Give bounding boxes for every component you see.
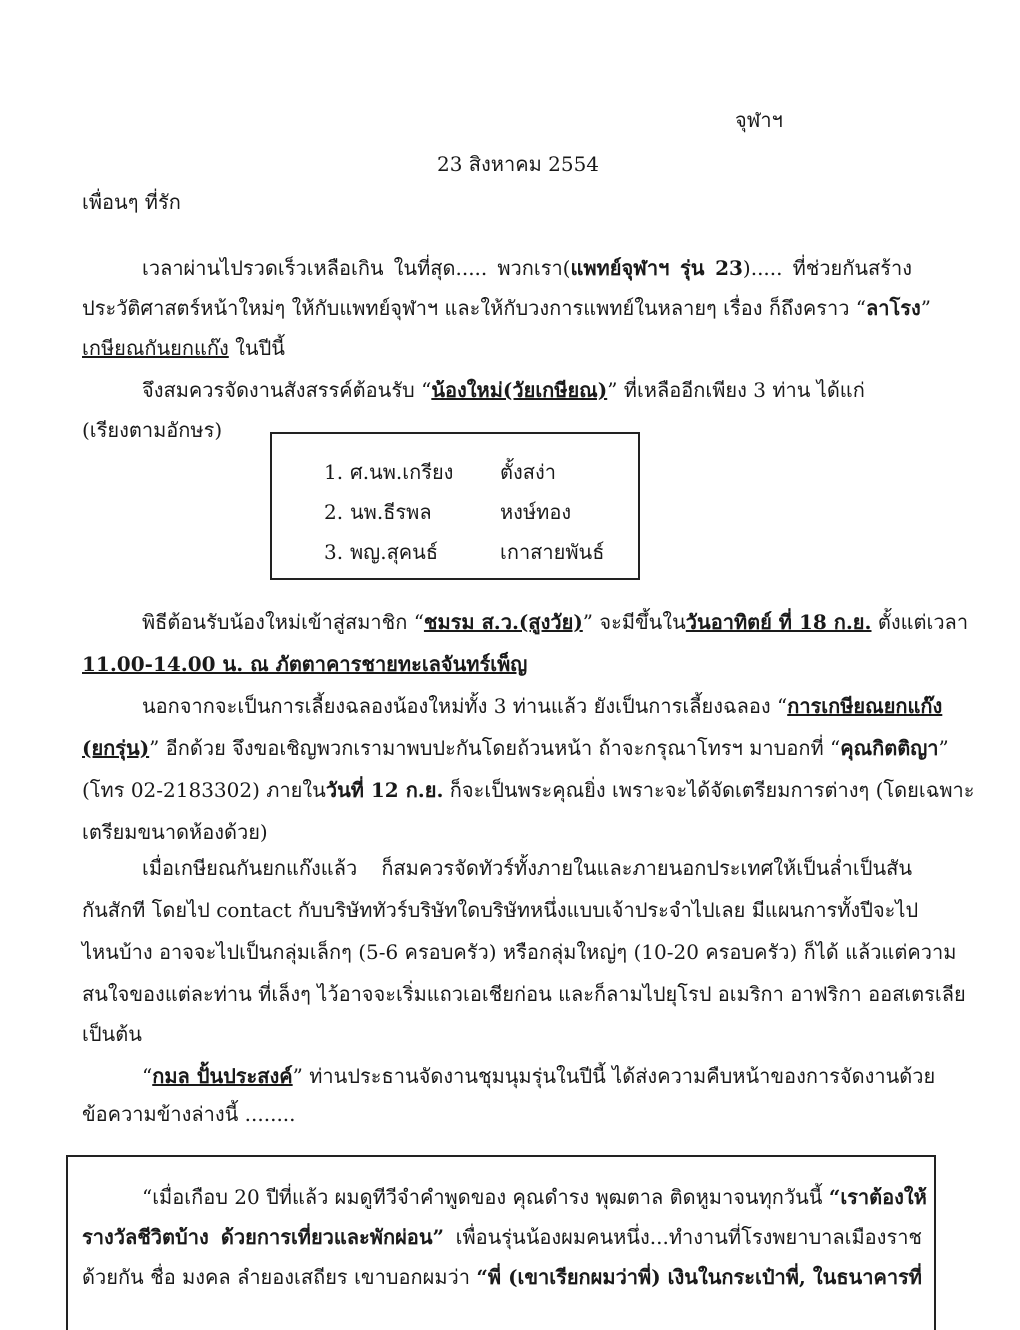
para6-line2: ข้อความข้างล่างนี้ ........ [82, 1102, 296, 1126]
text-segment: ตั้งแต่เวลา [871, 610, 969, 634]
retiree-name: ศ.นพ.เกรียง [350, 460, 454, 484]
salutation: เพื่อนๆ ที่รัก [82, 190, 181, 214]
text-segment: พิธีต้อนรับน้องใหม่เข้าสู่สมาชิก “ [142, 610, 424, 634]
para5-line3: ไหนบ้าง อาจจะไปเป็นกลุ่มเล็กๆ (5-6 ครอบครัว) หรือกลุ่มใหญ่ๆ (10-20 ครอบครัว) ก็ได้ แล้วแต่ความ [82, 940, 957, 964]
para2-line1 [142, 374, 912, 406]
letter-date: 23 สิงหาคม 2554 [437, 152, 600, 176]
quote-bold: รางวัลชีวิตบ้าง ด้วยการเที่ยวและพักผ่อน” [82, 1225, 444, 1249]
chairman-name: กมล ปั้นประสงค์ [152, 1064, 293, 1088]
contact-name: คุณกิตติญา [840, 736, 939, 760]
retiree-name: พญ.สุคนธ์ [350, 540, 439, 564]
para1-line2 [82, 292, 931, 324]
text-segment: ก็จะเป็นพระคุณยิ่ง เพราะจะได้จัดเตรียมการต่างๆ (โดยเฉพาะ [443, 778, 975, 802]
quote-box [66, 1155, 936, 1330]
quote-bold: “พี่ (เขาเรียกผมว่าพี่) เงินในกระเป๋าพี่, ในธนาคารที่ [476, 1265, 922, 1289]
quote-line3 [82, 1261, 922, 1293]
text-segment: “เมื่อเกือบ 20 ปีที่แล้ว ผมดูทีวีจำคำพูดของ คุณดำรง พุฒตาล ติดหูมาจนทุกวันนี้ [142, 1185, 829, 1209]
para4-line4: เตรียมขนาดห้องด้วย) [82, 820, 268, 844]
text-segment: จึงสมควรจัดงานสังสรรค์ต้อนรับ “ [142, 378, 432, 402]
text-segment: (โทร 02-2183302) ภายใน [82, 778, 326, 802]
text-segment: เวลาผ่านไปรวดเร็วเหลือเกิน ในที่สุด..... พวกเรา( [142, 256, 571, 280]
retiree-row [324, 496, 571, 528]
emphasis-retire: ลาโรง [866, 296, 921, 320]
para2-line2: (เรียงตามอักษร) [82, 418, 223, 442]
retiree-number: 1. [324, 460, 344, 484]
text-segment: ในปีนี้ [228, 336, 285, 360]
sender: จุฬาฯ [735, 108, 783, 132]
retiree-surname: ตั้งสง่า [500, 460, 556, 484]
retirees-box [270, 432, 640, 580]
celebration-phrase-cont: (ยกรุ่น) [82, 736, 150, 760]
para1-line3 [82, 332, 912, 364]
text-segment: ” [920, 296, 931, 320]
text-segment: ” จะมีขึ้นใน [582, 610, 686, 634]
text-segment: “ [142, 1064, 153, 1088]
retiree-row [324, 536, 604, 568]
para5-line5: เป็นต้น [82, 1022, 142, 1046]
celebration-phrase: การเกษียณยกแก๊ง [787, 694, 943, 718]
text-segment: ” [938, 736, 949, 760]
rsvp-date: วันที่ 12 ก.ย. [325, 778, 444, 802]
event-date: วันอาทิตย์ ที่ 18 ก.ย. [685, 610, 872, 634]
text-segment: ” อีกด้วย จึงขอเชิญพวกเรามาพบปะกันโดยถ้วนหน้า ถ้าจะกรุณาโทรฯ มาบอกที่ “ [149, 736, 841, 760]
para3-line1 [142, 606, 969, 638]
retiree-number: 3. [324, 540, 344, 564]
quote-bold: “เราต้องให้ [828, 1185, 927, 1209]
retiree-surname: หงษ์ทอง [500, 500, 572, 524]
para5-line1: เมื่อเกษียณกันยกแก๊งแล้ว ก็สมควรจัดทัวร์ทั้งภายในและภายนอกประเทศให้เป็นล่ำเป็นสัน [142, 856, 912, 880]
para4-line3 [82, 774, 975, 806]
text-segment: เพื่อนรุ่นน้องผมคนหนึ่ง...ทำงานที่โรงพยาบาลเมืองราช [444, 1225, 922, 1249]
text-segment: นอกจากจะเป็นการเลี้ยงฉลองน้องใหม่ทั้ง 3 ท่านแล้ว ยังเป็นการเลี้ยงฉลอง “ [142, 694, 788, 718]
quote-line1 [142, 1181, 927, 1213]
retiree-name: นพ.ธีรพล [350, 500, 432, 524]
text-segment: ประวัติศาสตร์หน้าใหม่ๆ ให้กับแพทย์จุฬาฯ และให้กับวงการแพทย์ในหลายๆ เรื่อง ก็ถึงคราว “ [82, 296, 867, 320]
retiree-surname: เกาสายพันธ์ [500, 540, 605, 564]
retiree-row [324, 456, 556, 488]
para3-line2 [82, 648, 912, 680]
para6-line1 [142, 1060, 936, 1092]
para4-line2 [82, 732, 949, 764]
text-segment: ด้วยกัน ชื่อ มงคล ลำยองเสถียร เขาบอกผมว่า [82, 1265, 477, 1289]
para5-line4: สนใจของแต่ละท่าน ที่เล็งๆ ไว้อาจจะเริ่มแถวเอเชียก่อน และก็ลามไปยุโรป อเมริกา อาฟริกา ออสเตรเลีย [82, 982, 966, 1006]
class-name: แพทย์จุฬาฯ รุ่น 23 [570, 256, 743, 280]
text-segment: ” ที่เหลืออีกเพียง 3 ท่าน ได้แก่ [607, 378, 865, 402]
quote-line2 [82, 1221, 922, 1253]
para5-line2: กันสักที โดยไป contact กับบริษัททัวร์บริษัทใดบริษัทหนึ่งแบบเจ้าประจำไปเลย มีแผนการทั้งปีจะไป [82, 898, 919, 922]
event-time-venue: 11.00-14.00 น. ณ ภัตตาคารชายทะเลจันทร์เพ็ญ [82, 652, 528, 676]
underlined-phrase: เกษียณกันยกแก๊ง [82, 336, 229, 360]
para1-line1 [142, 252, 912, 284]
para4-line1 [142, 690, 943, 722]
text-segment: ” ท่านประธานจัดงานชุมนุมรุ่นในปีนี้ ได้ส่งความคืบหน้าของการจัดงานด้วย [292, 1064, 936, 1088]
retiree-number: 2. [324, 500, 344, 524]
text-segment: )..... ที่ช่วยกันสร้าง [742, 256, 912, 280]
newcomers-phrase: น้องใหม่(วัยเกษียณ) [431, 378, 608, 402]
club-name: ชมรม ส.ว.(สูงวัย) [423, 610, 583, 634]
